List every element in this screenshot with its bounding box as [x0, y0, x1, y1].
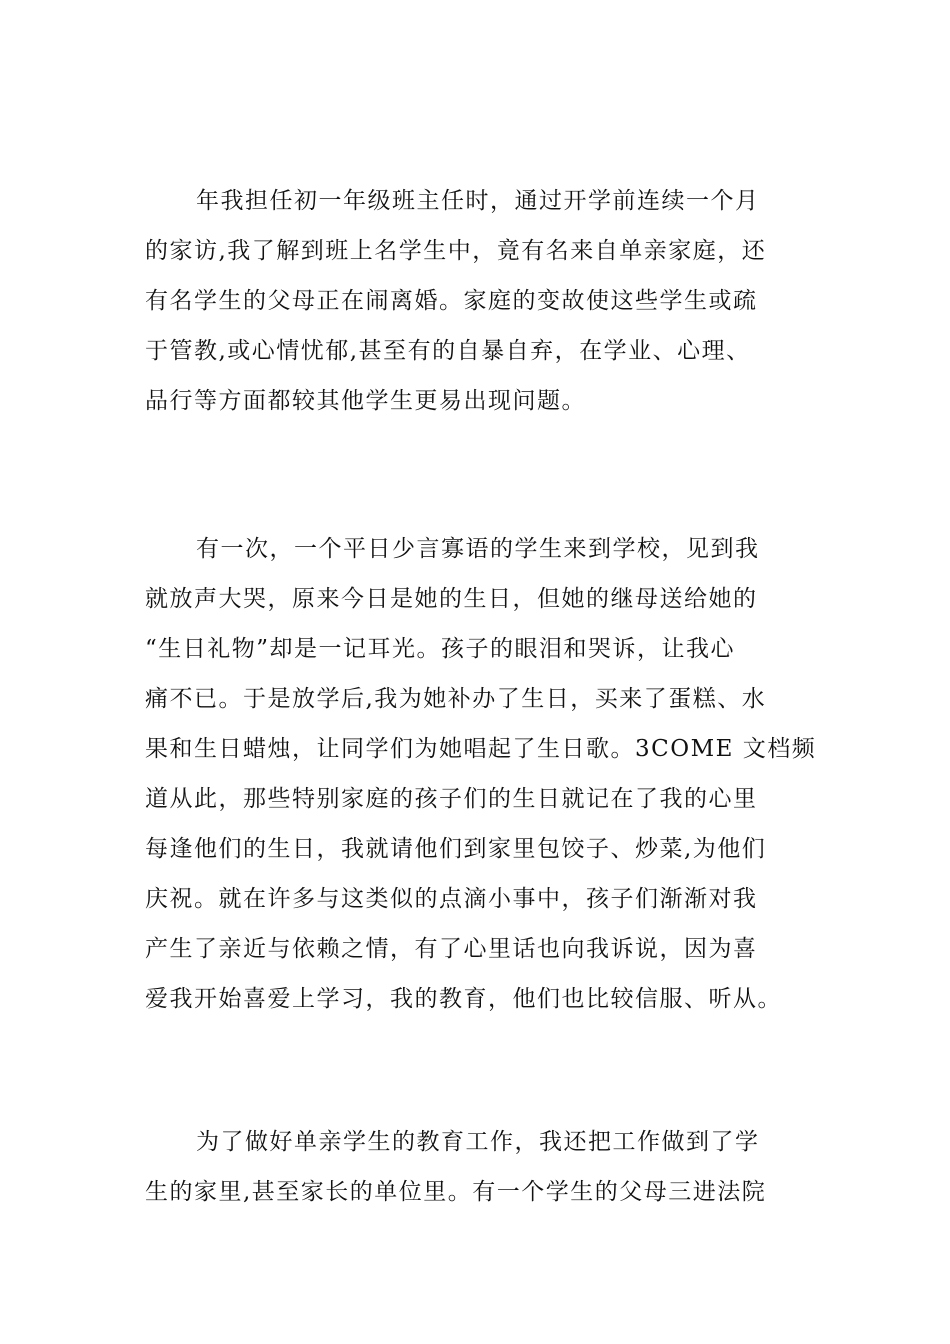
- paragraph-line: 年我担任初一年级班主任时，通过开学前连续一个月: [196, 188, 760, 214]
- paragraph-line: 痛不已。于是放学后,我为她补办了生日，买来了蛋糕、水: [145, 686, 767, 712]
- paragraph-line: 果和生日蜡烛，让同学们为她唱起了生日歌。3COME 文档频: [145, 736, 817, 762]
- paragraph-line: 产生了亲近与依赖之情，有了心里话也向我诉说，因为喜: [145, 936, 758, 962]
- paragraph-line: 的家访,我了解到班上名学生中，竟有名来自单亲家庭，还: [145, 238, 767, 264]
- paragraph-line: 有名学生的父母正在闹离婚。家庭的变故使这些学生或疏: [145, 288, 758, 314]
- paragraph-line: 为了做好单亲学生的教育工作，我还把工作做到了学: [196, 1129, 760, 1155]
- paragraph-line: 爱我开始喜爱上学习，我的教育，他们也比较信服、听从。: [145, 986, 782, 1012]
- paragraph-line: 庆祝。就在许多与这类似的点滴小事中，孩子们渐渐对我: [145, 886, 758, 912]
- paragraph-1: [145, 176, 807, 426]
- paragraph-2: [145, 524, 817, 1024]
- paragraph-3: [145, 1117, 807, 1217]
- paragraph-line: 生的家里,甚至家长的单位里。有一个学生的父母三进法院: [145, 1179, 767, 1205]
- paragraph-line: 就放声大哭，原来今日是她的生日，但她的继母送给她的: [145, 586, 758, 612]
- paragraph-line: 品行等方面都较其他学生更易出现问题。: [145, 388, 586, 414]
- paragraph-line: 于管教,或心情忧郁,甚至有的自暴自弃，在学业、心理、: [145, 338, 751, 364]
- paragraph-line: 道从此，那些特别家庭的孩子们的生日就记在了我的心里: [145, 786, 758, 812]
- paragraph-line: 每逢他们的生日，我就请他们到家里包饺子、炒菜,为他们: [145, 836, 767, 862]
- paragraph-line: 有一次，一个平日少言寡语的学生来到学校，见到我: [196, 536, 760, 562]
- paragraph-line: “生日礼物”却是一记耳光。孩子的眼泪和哭诉，让我心: [145, 636, 736, 662]
